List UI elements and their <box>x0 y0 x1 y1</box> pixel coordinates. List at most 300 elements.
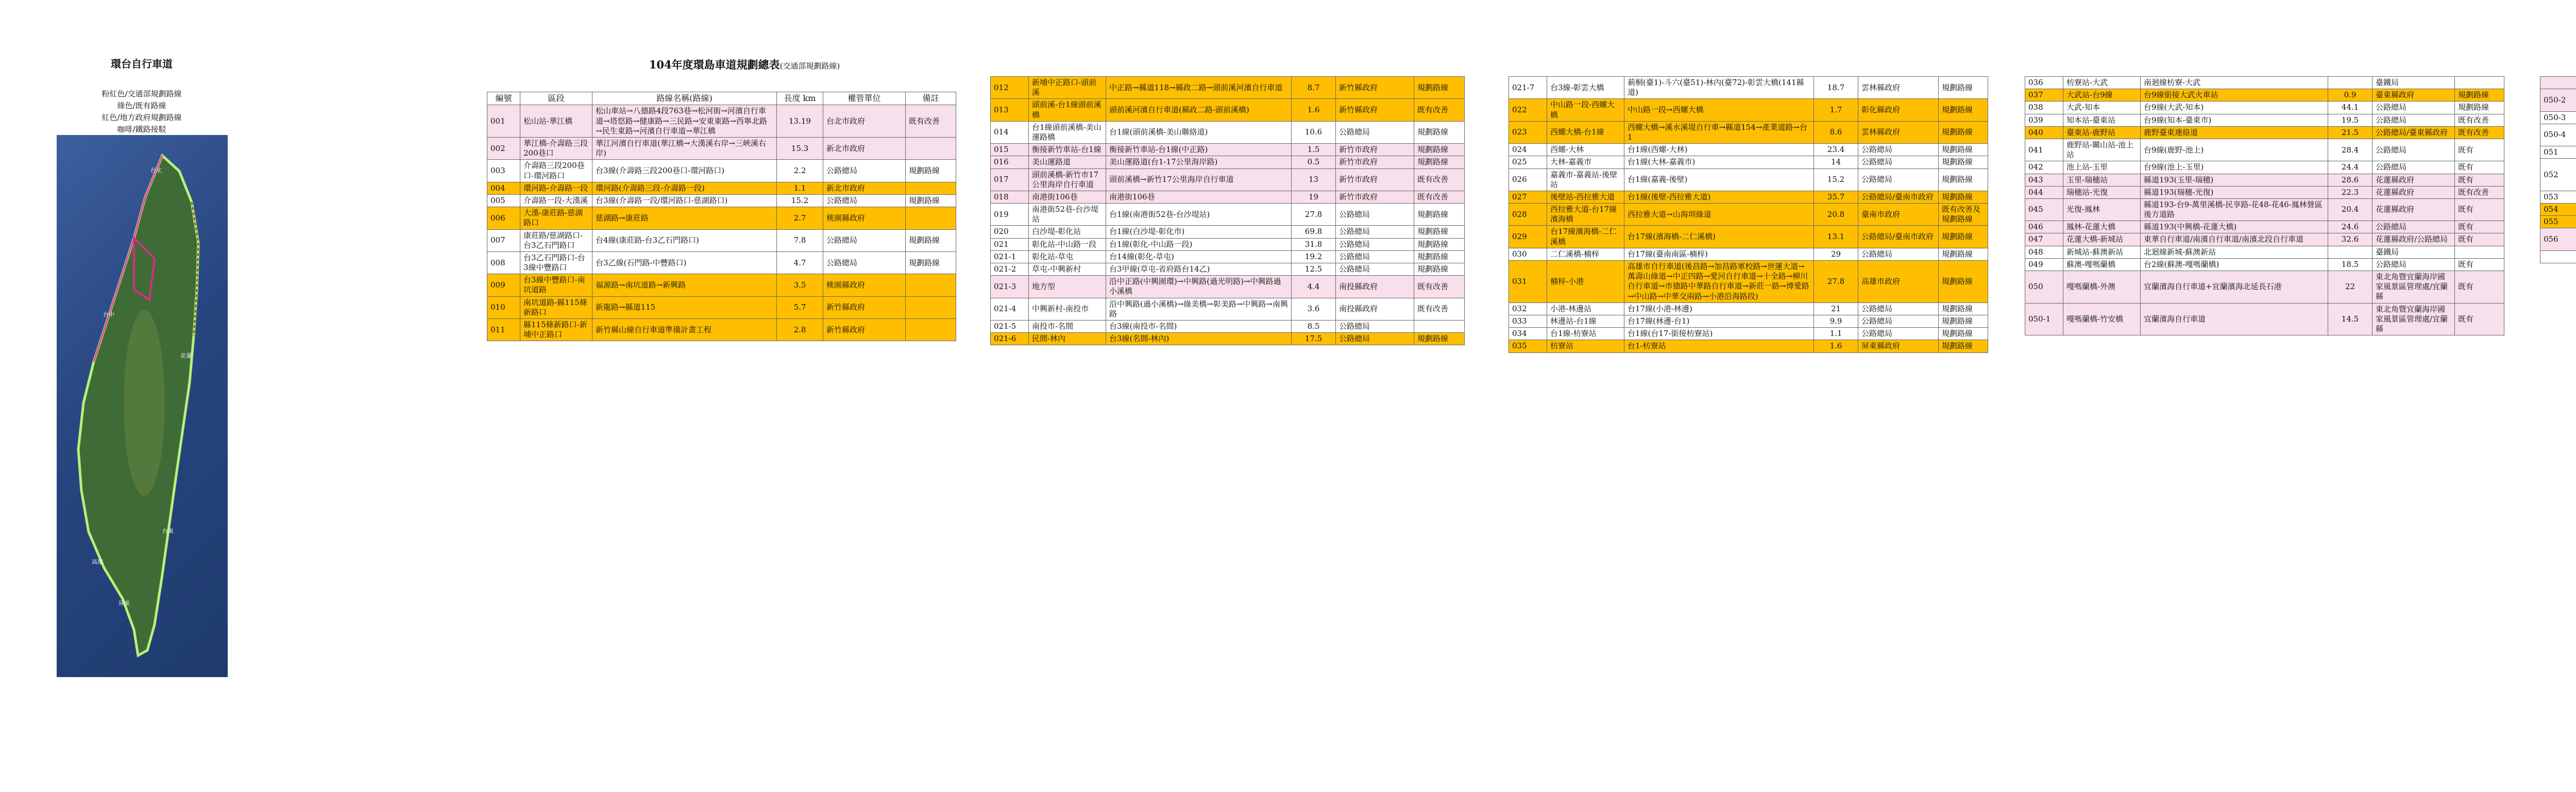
table-row <box>1509 315 1988 327</box>
agency-cell: 南投縣政府 <box>1336 276 1414 298</box>
agency-cell: 新竹縣政府 <box>823 319 906 341</box>
table-row <box>991 77 1465 99</box>
agency-cell: 臺鐵局 <box>2372 246 2455 258</box>
table-row <box>1509 77 1988 99</box>
header-route: 路線名稱(路線) <box>592 92 777 105</box>
length-cell: 44.1 <box>2328 102 2372 114</box>
table-row <box>2025 102 2504 114</box>
route-id-cell: 031 <box>1509 261 1547 303</box>
agency-cell: 公路總局/臺南市政府 <box>1858 191 1939 203</box>
note-cell: 既有改善 <box>1414 298 1465 320</box>
document-title-text: 104年度環島車道規劃總表 <box>649 58 780 71</box>
route-id-cell: 054 <box>2540 204 2576 216</box>
table-row <box>487 138 956 160</box>
route-name-cell: 福源路→南坑道路→新興路 <box>592 274 777 296</box>
section-cell: 南港街52巷-台沙堤站 <box>1029 204 1106 226</box>
length-cell: 8.6 <box>1814 121 1858 143</box>
table-row <box>1509 302 1988 315</box>
route-name-cell: 台1線(白沙堤-彰化市) <box>1106 226 1292 238</box>
agency-cell: 公路總局 <box>1336 333 1414 345</box>
note-cell: 既有改善 <box>1414 99 1465 121</box>
section-cell: 小港-林邊站 <box>1547 302 1624 315</box>
note-cell: 規劃路線 <box>906 160 956 182</box>
section-cell: 嘉義市-嘉義站-後壁站 <box>1547 168 1624 191</box>
length-cell: 15.3 <box>777 138 823 160</box>
table-row <box>1509 168 1988 191</box>
note-cell: 既有改善及規劃路線 <box>1939 204 1988 226</box>
agency-cell: 公路總局 <box>823 251 906 274</box>
note-cell: 規劃路線 <box>1939 340 1988 352</box>
route-id-cell: 012 <box>991 77 1029 99</box>
route-id-cell: 047 <box>2025 233 2063 246</box>
agency-cell: 南投縣政府 <box>1336 298 1414 320</box>
section-cell: 光復-鳳林 <box>2063 198 2141 221</box>
map-label-pingtung: 屏東 <box>118 600 130 606</box>
note-cell: 規劃路線 <box>906 194 956 207</box>
table-row <box>991 121 1465 143</box>
length-cell <box>2328 77 2372 89</box>
agency-cell: 公路總局 <box>823 160 906 182</box>
table-row <box>991 144 1465 156</box>
route-name-cell: 台9線(鹿野-池上) <box>2141 139 2328 161</box>
length-cell: 31.8 <box>1292 238 1336 250</box>
note-cell: 既有改善 <box>1414 276 1465 298</box>
section-cell: 臺東站-鹿野站 <box>2063 126 2141 139</box>
table-row <box>487 296 956 318</box>
section-cell: 鳳林-花蓮大橋 <box>2063 221 2141 233</box>
table-row <box>1509 340 1988 352</box>
route-name-cell: 西拉雅大道→山海圳綠道 <box>1624 204 1814 226</box>
route-name-cell: 台3線(南投市-名間) <box>1106 320 1292 332</box>
route-id-cell: 001 <box>487 105 520 138</box>
note-cell: 既有改善 <box>2455 114 2504 126</box>
table-row <box>991 298 1465 320</box>
route-name-cell: 鹿野臺東連絡道 <box>2141 126 2328 139</box>
section-cell: 台3線中豐路口-南坑道路 <box>520 274 592 296</box>
route-id-cell: 020 <box>991 226 1029 238</box>
table-total-row <box>2540 250 2576 263</box>
route-id-cell: 053 <box>2540 191 2576 203</box>
section-cell: 二仁溪橋-楠梓 <box>1547 248 1624 260</box>
section-cell: 後壁站-西拉雅大道 <box>1547 191 1624 203</box>
agency-cell: 屏東縣政府 <box>1858 340 1939 352</box>
note-cell: 規劃路線 <box>1939 144 1988 156</box>
note-cell: 規劃路線 <box>2455 89 2504 102</box>
table-row <box>1509 261 1988 303</box>
note-cell <box>906 319 956 341</box>
agency-cell: 公路總局 <box>2372 258 2455 271</box>
note-cell: 既有 <box>2455 233 2504 246</box>
length-cell: 10.6 <box>1292 121 1336 143</box>
route-id-cell: 021-4 <box>991 298 1029 320</box>
map-label-taichung: 台中 <box>103 311 114 318</box>
route-name-cell: 台3線(名間-林內) <box>1106 333 1292 345</box>
note-cell: 規劃路線 <box>906 251 956 274</box>
route-name-cell: 台14線(彰化-草屯) <box>1106 250 1292 263</box>
route-name-cell: 台9線(知本-臺東市) <box>2141 114 2328 126</box>
table-row <box>2540 228 2576 250</box>
note-cell: 規劃路線 <box>906 229 956 251</box>
route-id-cell: 050-3 <box>2540 111 2576 124</box>
section-cell: 地方型 <box>1029 276 1106 298</box>
agency-cell: 花蓮縣政府 <box>2372 186 2455 198</box>
route-id-cell: 021-1 <box>991 250 1029 263</box>
length-cell: 3.5 <box>777 274 823 296</box>
route-id-cell: 052 <box>2540 159 2576 191</box>
length-cell: 4.4 <box>1292 276 1336 298</box>
route-name-cell: 台9線(大武-知本) <box>2141 102 2328 114</box>
section-cell: 嘎嗎蘭橋-竹安橋 <box>2063 303 2141 335</box>
note-cell: 規劃路線 <box>2455 102 2504 114</box>
section-cell: 枋寮站-大武 <box>2063 77 2141 89</box>
section-cell: 大武-知本 <box>2063 102 2141 114</box>
map-graphic <box>57 135 228 677</box>
header-note: 備註 <box>906 92 956 105</box>
table-row <box>991 226 1465 238</box>
length-cell: 4.7 <box>777 251 823 274</box>
table-row <box>487 207 956 229</box>
length-cell: 12.5 <box>1292 263 1336 276</box>
agency-cell: 公路總局/臺南市政府 <box>1858 226 1939 248</box>
table-row <box>991 204 1465 226</box>
header-id: 編號 <box>487 92 520 105</box>
length-cell: 8.7 <box>1292 77 1336 99</box>
table-row <box>991 250 1465 263</box>
table-row <box>2025 126 2504 139</box>
table-row <box>991 168 1465 191</box>
section-cell: 民間-林內 <box>1029 333 1106 345</box>
route-id-cell: 044 <box>2025 186 2063 198</box>
length-cell: 2.7 <box>777 207 823 229</box>
agency-cell: 臺南市政府 <box>1858 204 1939 226</box>
route-name-cell: 中山路一段→西螺大橋 <box>1624 99 1814 121</box>
route-id-cell: 002 <box>487 138 520 160</box>
route-name-cell: 台1線(大林-嘉義市) <box>1624 156 1814 168</box>
route-table-body <box>2540 77 2576 251</box>
note-cell: 規劃路線 <box>1414 263 1465 276</box>
note-cell: 規劃路線 <box>1939 302 1988 315</box>
route-name-cell: 台1線(台17-銜接枋寮站) <box>1624 328 1814 340</box>
note-cell <box>1414 320 1465 332</box>
route-id-cell: 048 <box>2025 246 2063 258</box>
agency-cell: 公路總局 <box>1336 238 1414 250</box>
note-cell: 規劃路線 <box>1939 77 1988 99</box>
agency-cell: 桃園縣政府 <box>823 274 906 296</box>
section-cell: 中山路一段-西螺大橋 <box>1547 99 1624 121</box>
agency-cell: 公路總局 <box>1336 204 1414 226</box>
section-cell: 大漢-康莊路-慈湖路口 <box>520 207 592 229</box>
route-id-cell: 036 <box>2025 77 2063 89</box>
section-cell: 鹿野站-關山站-池上站 <box>2063 139 2141 161</box>
agency-cell: 臺鐵局 <box>2372 77 2455 89</box>
length-cell: 32.6 <box>2328 233 2372 246</box>
table-row <box>1509 248 1988 260</box>
length-cell: 19 <box>1292 191 1336 203</box>
route-name-cell: 松山車站→八德路4段763巷→松河街→河濱自行車道→塔悠路→健康路→三民路→安東東路→西寧北路→民生東路→河濱自行車道→華江橋 <box>592 105 777 138</box>
route-id-cell: 021 <box>991 238 1029 250</box>
section-cell: 知本站-臺東站 <box>2063 114 2141 126</box>
route-name-cell: 縣道193-台9-萬里溪橋-民享路-花48-花46-鳳林營區後方道路 <box>2141 198 2328 221</box>
route-id-cell: 041 <box>2025 139 2063 161</box>
route-id-cell: 030 <box>1509 248 1547 260</box>
note-cell: 既有改善 <box>1414 168 1465 191</box>
table-row <box>2540 89 2576 111</box>
route-name-cell: 台4線(康莊路-台3乙石門路口) <box>592 229 777 251</box>
route-name-cell: 台3乙線(石門路-中豐路口) <box>592 251 777 274</box>
map-label-taitung: 台東 <box>162 528 174 534</box>
table-row <box>991 99 1465 121</box>
route-name-cell: 美山運路道(台1-17公里海岸路) <box>1106 156 1292 168</box>
route-name-cell: 台1線(彰化-中山路一段) <box>1106 238 1292 250</box>
map-label-kaohsiung: 高雄 <box>92 559 103 565</box>
section-cell: 頭前溪-台1線頭前溪橋 <box>1029 99 1106 121</box>
note-cell: 既有改善 <box>2455 126 2504 139</box>
route-id-cell: 017 <box>991 168 1029 191</box>
route-name-cell: 台17線(小港-林邊) <box>1624 302 1814 315</box>
section-cell: 介壽路一段-大漢溪 <box>520 194 592 207</box>
note-cell: 規劃路線 <box>1414 250 1465 263</box>
agency-cell: 公路總局 <box>1336 250 1414 263</box>
header-length: 長度 km <box>777 92 823 105</box>
table-row <box>1509 226 1988 248</box>
agency-cell: 雲林縣政府 <box>1858 77 1939 99</box>
section-cell: 玉里-瑞穗站 <box>2063 174 2141 186</box>
agency-cell: 公路總局 <box>823 229 906 251</box>
agency-cell: 新北市政府 <box>823 138 906 160</box>
route-table-panel-3 <box>1509 76 1988 353</box>
route-table-body <box>991 77 1465 345</box>
table-row <box>2025 233 2504 246</box>
route-name-cell: 慈湖路→康莊路 <box>592 207 777 229</box>
length-cell: 24.6 <box>2328 221 2372 233</box>
route-name-cell: 東華自行車道/南濱自行車道/南濱北段自行車道 <box>2141 233 2328 246</box>
table-row <box>2540 159 2576 191</box>
route-id-cell: 008 <box>487 251 520 274</box>
section-cell: 新城站-蘇澳新站 <box>2063 246 2141 258</box>
route-id-cell: 040 <box>2025 126 2063 139</box>
length-cell: 7.8 <box>777 229 823 251</box>
section-cell: 嘎嗎蘭橋-外澳 <box>2063 271 2141 304</box>
route-id-cell: 024 <box>1509 144 1547 156</box>
route-name-cell: 縣道193(玉里-瑞穗) <box>2141 174 2328 186</box>
route-name-cell: 台1線(嘉義-後壁) <box>1624 168 1814 191</box>
table-row <box>2025 258 2504 271</box>
table-row <box>991 333 1465 345</box>
agency-cell: 新竹縣政府 <box>1336 77 1414 99</box>
route-id-cell: 039 <box>2025 114 2063 126</box>
agency-cell: 公路總局 <box>1336 226 1414 238</box>
note-cell <box>906 274 956 296</box>
length-cell: 0.5 <box>1292 156 1336 168</box>
note-cell: 規劃路線 <box>1939 261 1988 303</box>
route-id-cell: 038 <box>2025 102 2063 114</box>
note-cell <box>2455 246 2504 258</box>
table-row <box>2540 111 2576 124</box>
route-name-cell: 華江河濱自行車道(華江橋→大漢溪右岸→三峽溪右岸) <box>592 138 777 160</box>
route-name-cell: 新龍路→縣道115 <box>592 296 777 318</box>
note-cell: 既有 <box>2455 303 2504 335</box>
section-cell: 縣115條新路口-新埔中正路口 <box>520 319 592 341</box>
section-cell: 南坑道路-縣115條新路口 <box>520 296 592 318</box>
note-cell: 規劃路線 <box>1939 226 1988 248</box>
route-name-cell: 台9線(池上-玉里) <box>2141 161 2328 174</box>
agency-cell: 東北角暨宜蘭海岸國家風景區管理處/宜蘭縣 <box>2372 303 2455 335</box>
agency-cell: 公路總局 <box>2372 139 2455 161</box>
section-cell: 美山運路道 <box>1029 156 1106 168</box>
route-id-cell: 034 <box>1509 328 1547 340</box>
table-row <box>1509 191 1988 203</box>
table-row <box>2025 161 2504 174</box>
route-id-cell: 021-3 <box>991 276 1029 298</box>
note-cell: 規劃路線 <box>1414 156 1465 168</box>
table-row <box>2025 303 2504 335</box>
route-name-cell: 宜蘭濱海自行車道+宜蘭濱海北延長石港 <box>2141 271 2328 304</box>
route-id-cell: 046 <box>2025 221 2063 233</box>
length-cell: 19.5 <box>2328 114 2372 126</box>
table-row <box>2025 77 2504 89</box>
agency-cell: 新竹市政府 <box>1336 144 1414 156</box>
table-row <box>991 263 1465 276</box>
length-cell: 35.7 <box>1814 191 1858 203</box>
agency-cell: 桃園縣政府 <box>823 207 906 229</box>
route-name-cell: 衡接新竹車站-台1線(中正路) <box>1106 144 1292 156</box>
agency-cell: 臺東縣政府 <box>2372 89 2455 102</box>
map-label-hualien: 花蓮 <box>180 352 192 359</box>
legend-line-existing: 綠色/既有路線 <box>117 101 166 110</box>
legend-line-planned: 粉紅色/交通部規劃路線 <box>101 89 182 98</box>
route-name-cell: 台3線(介壽路一段/環河路口-慈湖路口) <box>592 194 777 207</box>
section-cell: 彰化站-中山路一段 <box>1029 238 1106 250</box>
length-cell: 21 <box>1814 302 1858 315</box>
table-row <box>2025 186 2504 198</box>
note-cell: 規劃路線 <box>1414 144 1465 156</box>
agency-cell: 新竹縣政府 <box>823 296 906 318</box>
agency-cell: 公路總局/臺東縣政府 <box>2372 126 2455 139</box>
route-name-cell: 台1-枋寮站 <box>1624 340 1814 352</box>
section-cell: 康莊路/慈湖路口-台3乙石門路口 <box>520 229 592 251</box>
note-cell <box>2455 77 2504 89</box>
length-cell: 29 <box>1814 248 1858 260</box>
route-name-cell: 南港街106巷 <box>1106 191 1292 203</box>
route-name-cell: 環河路(介壽路三段-介壽路一段) <box>592 182 777 194</box>
length-cell: 27.8 <box>1814 261 1858 303</box>
route-id-cell: 033 <box>1509 315 1547 327</box>
note-cell: 既有改善 <box>906 105 956 138</box>
note-cell: 規劃路線 <box>1939 191 1988 203</box>
route-id-cell: 025 <box>1509 156 1547 168</box>
route-id-cell: 021-7 <box>1509 77 1547 99</box>
length-cell: 8.5 <box>1292 320 1336 332</box>
section-cell: 白沙堤-彰化站 <box>1029 226 1106 238</box>
document-subtitle: (交通部規劃路線) <box>779 61 840 71</box>
length-cell: 27.8 <box>1292 204 1336 226</box>
section-cell: 花蓮大橋-新城站 <box>2063 233 2141 246</box>
route-name-cell: 台3線(介壽路三段200巷口-環河路口) <box>592 160 777 182</box>
route-table-body <box>487 105 956 341</box>
table-header-row <box>487 92 956 105</box>
route-id-cell: 021-6 <box>991 333 1029 345</box>
section-cell: 新埔中正路口-頭前溪 <box>1029 77 1106 99</box>
route-id-cell: 050 <box>2025 271 2063 304</box>
note-cell: 規劃路線 <box>1414 204 1465 226</box>
route-id-cell: 021-5 <box>991 320 1029 332</box>
agency-cell: 新竹市政府 <box>1336 191 1414 203</box>
length-cell: 28.6 <box>2328 174 2372 186</box>
route-id-cell: 023 <box>1509 121 1547 143</box>
agency-cell: 花蓮縣政府 <box>2372 198 2455 221</box>
agency-cell: 東北角暨宜蘭海岸國家風景區管理處/宜蘭縣 <box>2372 271 2455 304</box>
table-row <box>2540 216 2576 228</box>
length-cell: 19.2 <box>1292 250 1336 263</box>
note-cell: 規劃路線 <box>1414 121 1465 143</box>
mountain-region <box>124 310 165 496</box>
table-row <box>2025 174 2504 186</box>
agency-cell: 彰化縣政府 <box>1858 99 1939 121</box>
section-cell: 華江橋-介壽路三段200巷口 <box>520 138 592 160</box>
length-cell: 14 <box>1814 156 1858 168</box>
section-cell: 池上站-玉里 <box>2063 161 2141 174</box>
route-id-cell: 051 <box>2540 146 2576 159</box>
length-cell: 22.3 <box>2328 186 2372 198</box>
route-id-cell: 022 <box>1509 99 1547 121</box>
length-cell: 13.19 <box>777 105 823 138</box>
length-cell: 20.4 <box>2328 198 2372 221</box>
length-cell: 23.4 <box>1814 144 1858 156</box>
section-cell: 南投市-名間 <box>1029 320 1106 332</box>
table-row <box>2025 139 2504 161</box>
route-table-panel-5 <box>2540 76 2576 263</box>
note-cell: 規劃路線 <box>1939 248 1988 260</box>
route-id-cell: 027 <box>1509 191 1547 203</box>
route-id-cell: 019 <box>991 204 1029 226</box>
route-table-panel-1 <box>487 92 956 341</box>
note-cell: 既有 <box>2455 174 2504 186</box>
route-name-cell: 台1線(南港街52巷-台沙堤站) <box>1106 204 1292 226</box>
route-id-cell: 050-1 <box>2025 303 2063 335</box>
route-id-cell: 035 <box>1509 340 1547 352</box>
note-cell: 規劃路線 <box>1414 77 1465 99</box>
agency-cell: 公路總局 <box>1858 315 1939 327</box>
table-row <box>1509 204 1988 226</box>
table-row <box>1509 121 1988 143</box>
section-cell: 南港街106巷 <box>1029 191 1106 203</box>
agency-cell: 公路總局 <box>1336 121 1414 143</box>
agency-cell: 花蓮縣政府 <box>2372 174 2455 186</box>
note-cell <box>906 182 956 194</box>
table-row <box>487 182 956 194</box>
section-cell: 大林-嘉義市 <box>1547 156 1624 168</box>
note-cell: 既有 <box>2455 258 2504 271</box>
header-section: 區段 <box>520 92 592 105</box>
length-cell: 13 <box>1292 168 1336 191</box>
agency-cell: 公路總局 <box>823 194 906 207</box>
table-row <box>487 319 956 341</box>
route-table-panel-2 <box>990 76 1465 345</box>
table-row <box>1509 328 1988 340</box>
route-id-cell <box>2540 77 2576 89</box>
note-cell: 規劃路線 <box>1939 99 1988 121</box>
length-cell: 22 <box>2328 271 2372 304</box>
route-name-cell: 南迴線枋寮-大武 <box>2141 77 2328 89</box>
route-table-body <box>2025 77 2504 335</box>
section-cell: 衡接新竹車站-台1線 <box>1029 144 1106 156</box>
route-name-cell: 新竹縣山線自行車道準備計畫工程 <box>592 319 777 341</box>
note-cell: 既有改善 <box>2455 186 2504 198</box>
route-id-cell: 028 <box>1509 204 1547 226</box>
length-cell: 3.6 <box>1292 298 1336 320</box>
section-cell: 楠梓-小港 <box>1547 261 1624 303</box>
route-id-cell: 050-2 <box>2540 89 2576 111</box>
